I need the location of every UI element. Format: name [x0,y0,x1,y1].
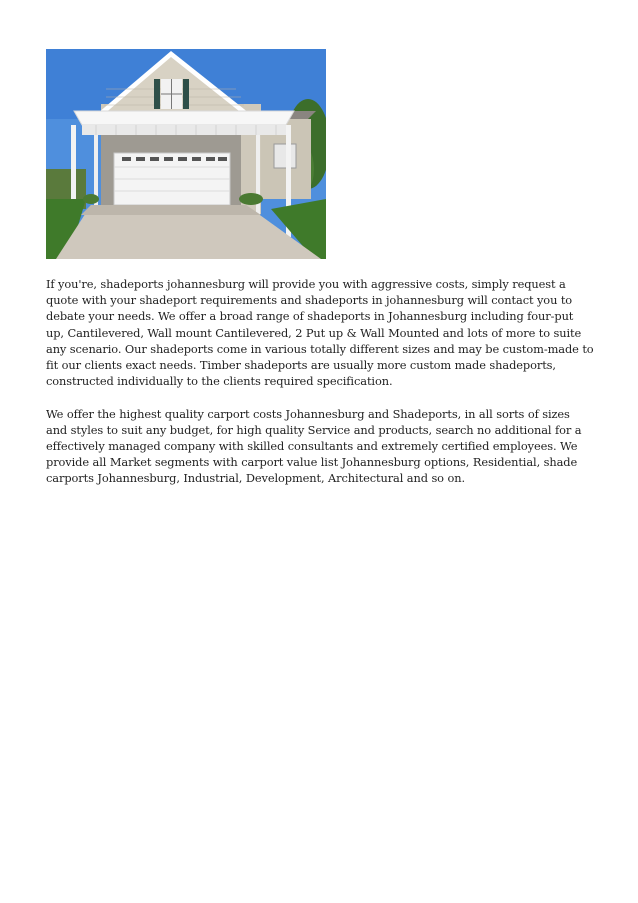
paragraph-1: If you're, shadeports johannesburg will provide you with aggressive costs, simply request a quote with your shadeport requirements and shadeports in johannesburg will contact you to debate your needs. We offer a broad range of shadeports in Johannesburg including four-put up, Cantilevered, Wall mount Cantilevered, 2 Put up & Wall Mounted and lots of more to suite any scenario. Our shadeports come in various totally different sizes and may be custom-made to fit our clients exact needs. Timber shadeports are usually more custom made shadeports, constructed individually to the clients required specification. [46,277,594,389]
carport-house-photo [46,49,326,259]
body-text [46,276,594,503]
paragraph-2: We offer the highest quality carport costs Johannesburg and Shadeports, in all sorts of sizes and styles to suit any budget, for high quality Service and products, search no additional for a effectively managed company with skilled consultants and extremely certified employees. We provide all Market segments with carport value list Johannesburg options, Residential, shade carports Johannesburg, Industrial, Development, Architectural and so on. [46,406,582,486]
